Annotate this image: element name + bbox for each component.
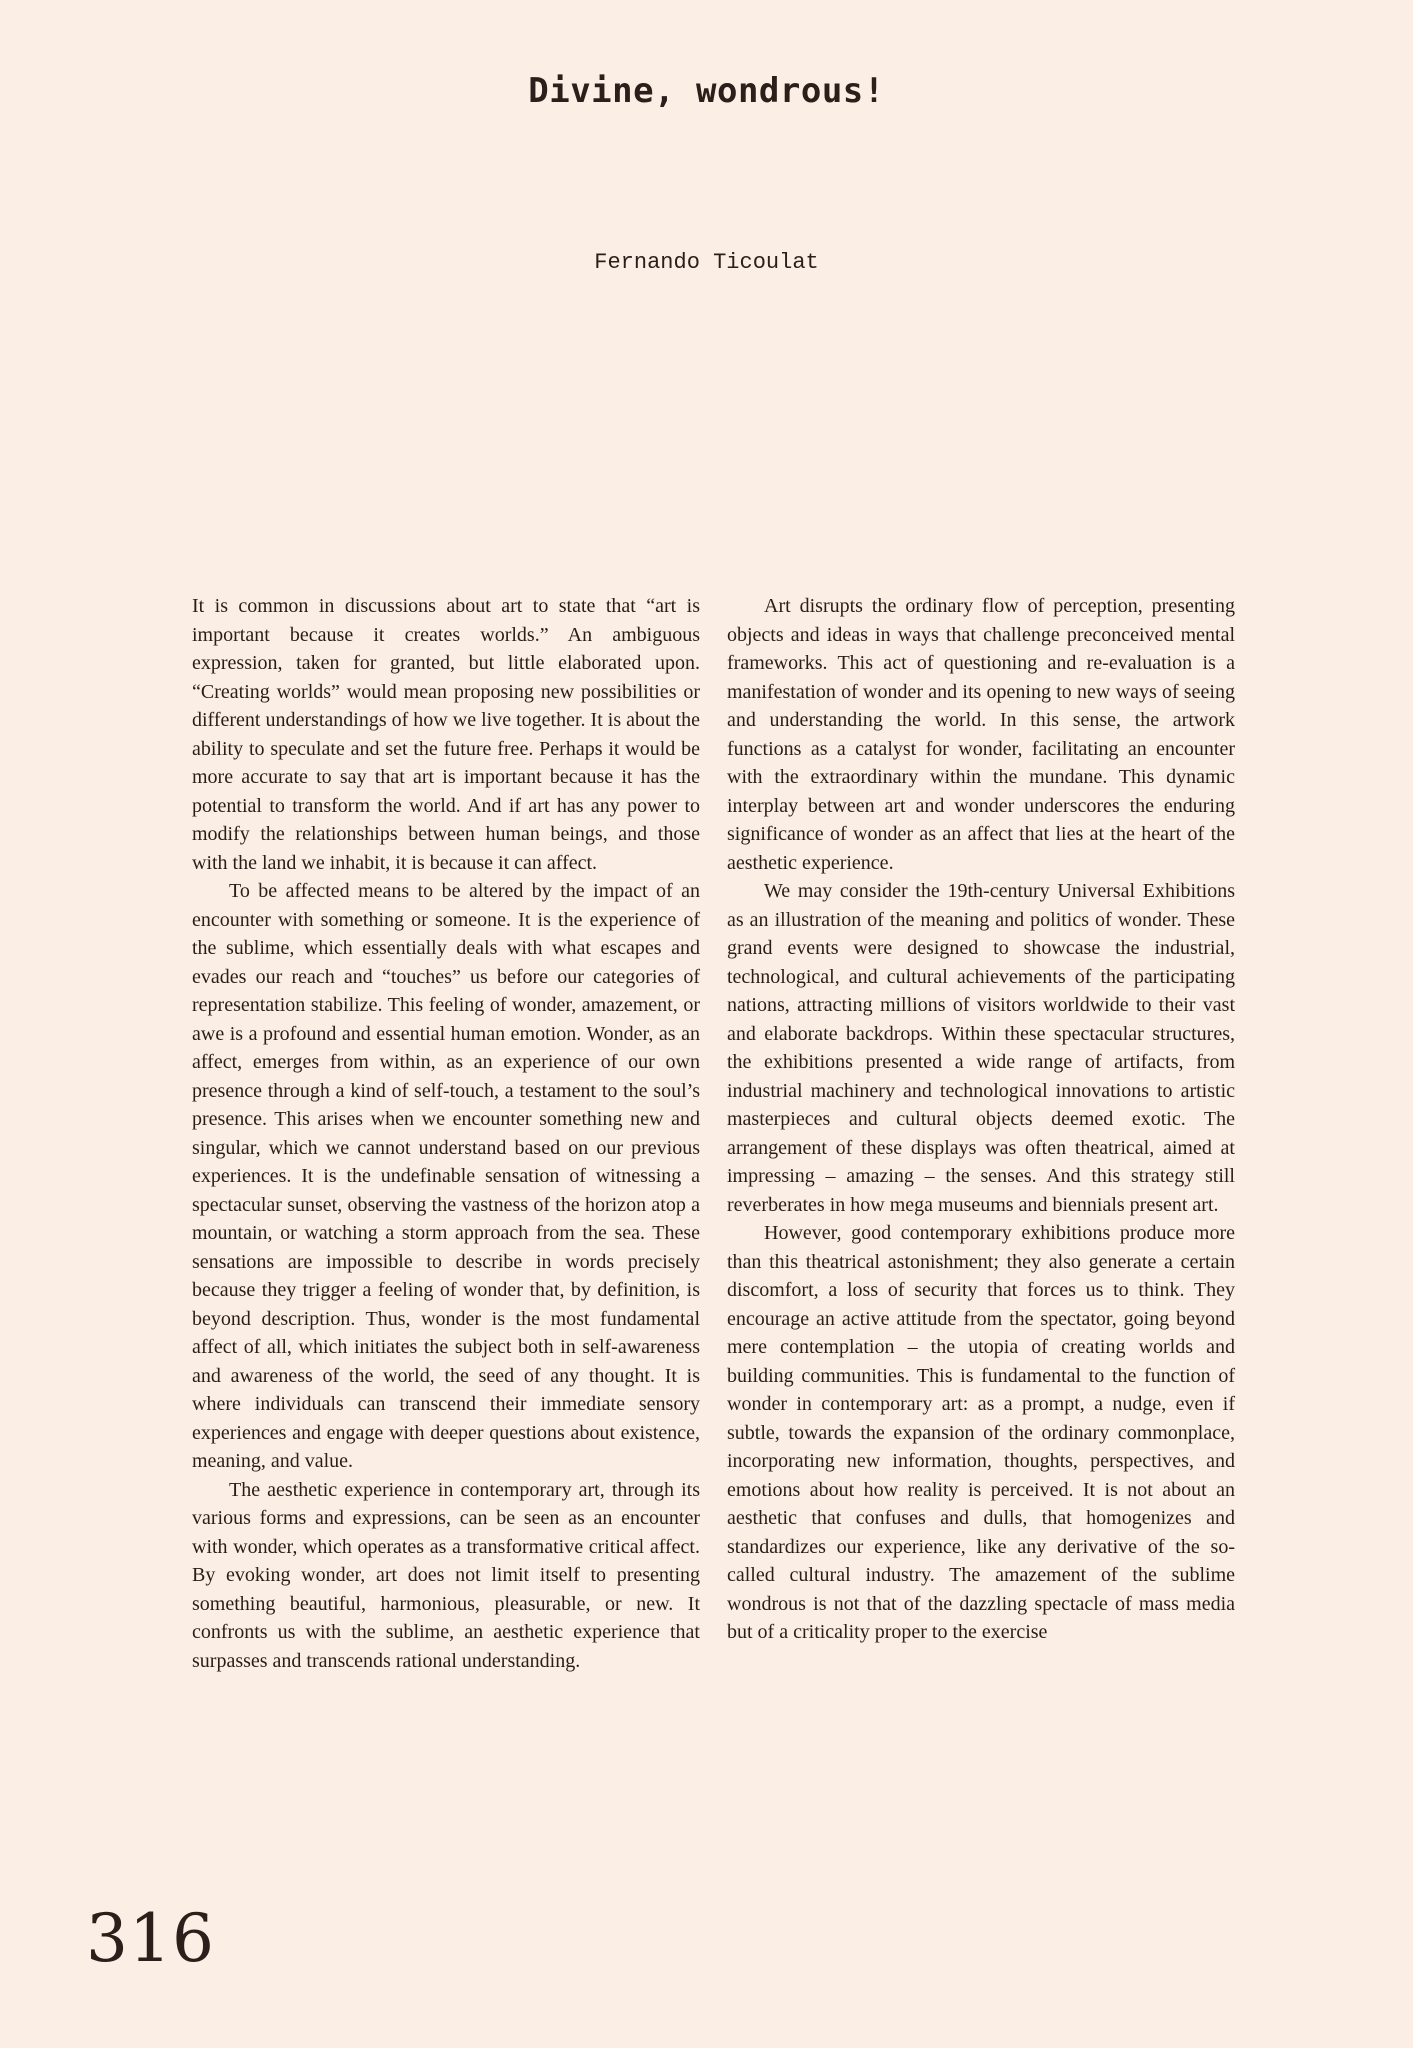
right-text-column	[727, 592, 1235, 1647]
left-text-column	[192, 592, 700, 1675]
paragraph: Art disrupts the ordinary flow of perception, presenting objects and ideas in ways that challenge preconceived mental frameworks. This act of questioning and re-evaluation is a manifestation of wonder and its opening to new ways of seeing and understanding the world. In this sense, the artwork functions as a catalyst for wonder, facilitating an encounter with the extraordinary within the mundane. This dynamic interplay between art and wonder underscores the enduring significance of wonder as an affect that lies at the heart of the aesthetic experience.	[727, 595, 1235, 874]
paragraph: However, good contemporary exhibitions produce more than this theatrical astonishment; they also generate a certain discomfort, a loss of security that forces us to think. They encourage an active attitude from the spectator, going beyond mere contemplation – the utopia of creating worlds and building communities. This is fundamental to the function of wonder in contemporary art: as a prompt, a nudge, even if subtle, towards the expansion of the ordinary commonplace, incorporating new information, thoughts, perspectives, and emotions about how reality is perceived. It is not about an aesthetic that confuses and dulls, that homogenizes and standardizes our experience, like any derivative of the so-called cultural industry. The amazement of the sublime wondrous is not that of the dazzling spectacle of mass media but of a criticality proper to the exercise	[727, 1222, 1235, 1643]
page-title: Divine, wondrous!	[528, 70, 885, 111]
paragraph: We may consider the 19th-century Universal Exhibitions as an illustration of the meaning and politics of wonder. These grand events were designed to showcase the industrial, technological, and cultural achievements of the participating nations, attracting millions of visitors worldwide to their vast and elaborate backdrops. Within these spectacular structures, the exhibitions presented a wide range of artifacts, from industrial machinery and technological innovations to artistic masterpieces and cultural objects deemed exotic. The arrangement of these displays was often theatrical, aimed at impressing – amazing – the senses. And this strategy still reverberates in how mega museums and biennials present art.	[727, 880, 1235, 1216]
author-name: Fernando Ticoulat	[594, 250, 819, 275]
paragraph: The aesthetic experience in contemporary art, through its various forms and expressions, can be seen as an encounter with wonder, which operates as a transformative critical affect. By evoking wonder, art does not limit itself to presenting something beautiful, harmonious, pleasurable, or new. It confronts us with the sublime, an aesthetic experience that surpasses and transcends rational understanding.	[192, 1478, 700, 1672]
paragraph: It is common in discussions about art to state that “art is important because it creates worlds.” An ambiguous expression, taken for granted, but little elaborated upon. “Creating worlds” would mean proposing new possibilities or different understandings of how we live together. It is about the ability to speculate and set the future free. Perhaps it would be more accurate to say that art is important because it has the potential to transform the world. And if art has any power to modify the relationships between human beings, and those with the land we inhabit, it is because it can affect.	[192, 595, 700, 874]
paragraph: To be affected means to be altered by the impact of an encounter with something or someone. It is the experience of the sublime, which essentially deals with what escapes and evades our reach and “touches” us before our categories of representation stabilize. This feeling of wonder, amazement, or awe is a profound and essential human emotion. Wonder, as an affect, emerges from within, as an experience of our own presence through a kind of self-touch, a testament to the soul’s presence. This arises when we encounter something new and singular, which we cannot understand based on our previous experiences. It is the undefinable sensation of witnessing a spectacular sunset, observing the vastness of the horizon atop a mountain, or watching a storm approach from the sea. These sensations are impossible to describe in words precisely because they trigger a feeling of wonder that, by definition, is beyond description. Thus, wonder is the most fundamental affect of all, which initiates the subject both in self-awareness and awareness of the world, the seed of any thought. It is where individuals can transcend their immediate sensory experiences and engage with deeper questions about existence, meaning, and value.	[192, 880, 700, 1472]
page-number: 316	[86, 1900, 215, 1977]
